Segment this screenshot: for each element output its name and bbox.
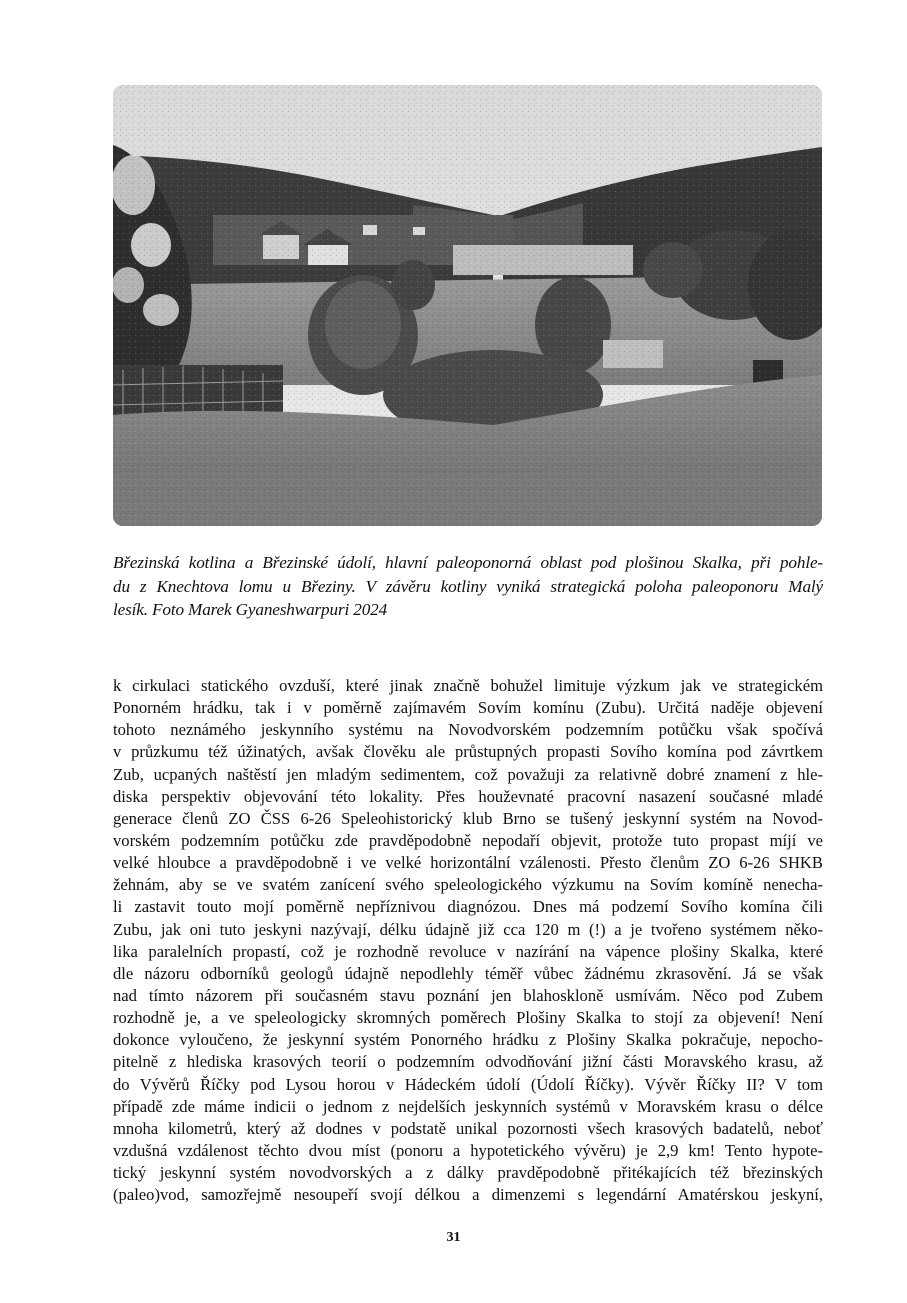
landscape-photo (113, 85, 822, 526)
text-line: žehnám, aby se ve svatém zanícení svého speleologického výzkumu na Sovím komíně nenecha- (113, 875, 823, 895)
text-line: tický jeskynní systém novodvorských a z dálky pravděpodobně přitékajících též březinských (113, 1163, 823, 1183)
text-line: li zastavit touto mojí poměrně nepříznivou diagnózou. Dnes má podzemí Sovího komína čili (113, 897, 823, 917)
text-line: k cirkulaci statického ovzduší, které jinak značně bohužel limituje výzkum jak ve strategickém (113, 676, 823, 695)
text-line: v průzkumu též úžinatých, avšak člověku ale průstupných propasti Sovího komína pod závrtkem (113, 742, 823, 762)
text-line: lika paralelních propastí, což je rozhodně revoluce v nazírání na vápence plošiny Skalka, které (113, 941, 823, 961)
text-line: velké hloubce a pravděpodobně i ve velké horizontální vzálenosti. Přesto členům ZO 6-26 SHKB (113, 853, 823, 873)
caption-line: du z Knechtova lomu u Březiny. V závěru kotliny vyniká strategická poloha paleoponoru Malý (113, 576, 823, 596)
body-paragraph (113, 675, 823, 1206)
caption-line: Březinská kotlina a Březinské údolí, hlavní paleoponorná oblast pod plošinou Skalka, při pohle- (113, 553, 823, 572)
text-line: vzdušná vzdálenost těchto dvou míst (ponoru a hypotetického vývěru) je 2,9 km! Tento hypote- (113, 1140, 823, 1160)
page-number: 31 (446, 1230, 461, 1245)
text-line: rozhodně je, a ve speleologicky skromných poměrech Plošiny Skalka to stojí za objevení! Není (113, 1008, 823, 1028)
landscape-photo-graphic (113, 85, 822, 526)
text-line: mnoha kilometrů, který až dodnes v podstatě unikal pozornosti všech krasových badatelů, neboť (113, 1118, 823, 1138)
text-line: dokonce vyloučeno, že jeskynní systém Ponorného hrádku z Plošiny Skalka pokračuje, nepocho- (113, 1030, 823, 1050)
text-line: případě zde máme indicii o jednom z nejdelších jeskynních systémů v Moravském krasu o délce (113, 1096, 823, 1116)
text-line: vorském podzemním potůčku zde pravděpodobně nepodaří objevit, protože tuto propast míjí ve (113, 830, 823, 850)
text-line: diska perspektiv objevování této lokality. Přes houževnaté pracovní nasazení současné mladé (113, 786, 823, 806)
text-line: do Vývěrů Říčky pod Lysou horou v Hádeckém údolí (Údolí Říčky). Vývěr Říčky II? V tom (113, 1074, 823, 1094)
text-line: pitelně z hlediska krasových teorií o podzemním odvodňování jižní části Moravského krasu, až (113, 1052, 823, 1072)
text-line: (paleo)vod, samozřejmě nesoupeří svojí délkou a dimenzemi s legendární Amatérskou jeskyní, (113, 1185, 823, 1205)
text-line: Zubu, jak oni tuto jeskyni nazývají, délku údajně již cca 120 m (!) a je tvořeno systémem něko- (113, 919, 823, 939)
caption-line: lesík. Foto Marek Gyaneshwarpuri 2024 (113, 600, 388, 619)
text-line: dle názoru odborníků geologů údajně nepodlehly téměř vůbec žádnému zkrasovění. Já se však (113, 963, 823, 983)
text-line: Ponorném hrádku, tak i v poměrně zajímavém Sovím komínu (Zubu). Určitá naděje objevení (113, 698, 823, 718)
text-line: tohoto neznámého jeskynního systému na Novodvorském podzemním potůčku však spočívá (113, 720, 823, 740)
text-line: Zub, ucpaných naštěstí jen mladým sedimentem, což považuji za relativně dobré znamení z hle- (113, 764, 823, 784)
figure-caption (113, 551, 823, 622)
text-line: generace členů ZO ČSS 6-26 Speleohistorický klub Brno se tušený jeskynní systém na Novod- (113, 808, 823, 828)
text-line: nad tímto názorem při současném stavu poznání jen blahoskloně usmívám. Něco pod Zubem (113, 985, 823, 1005)
